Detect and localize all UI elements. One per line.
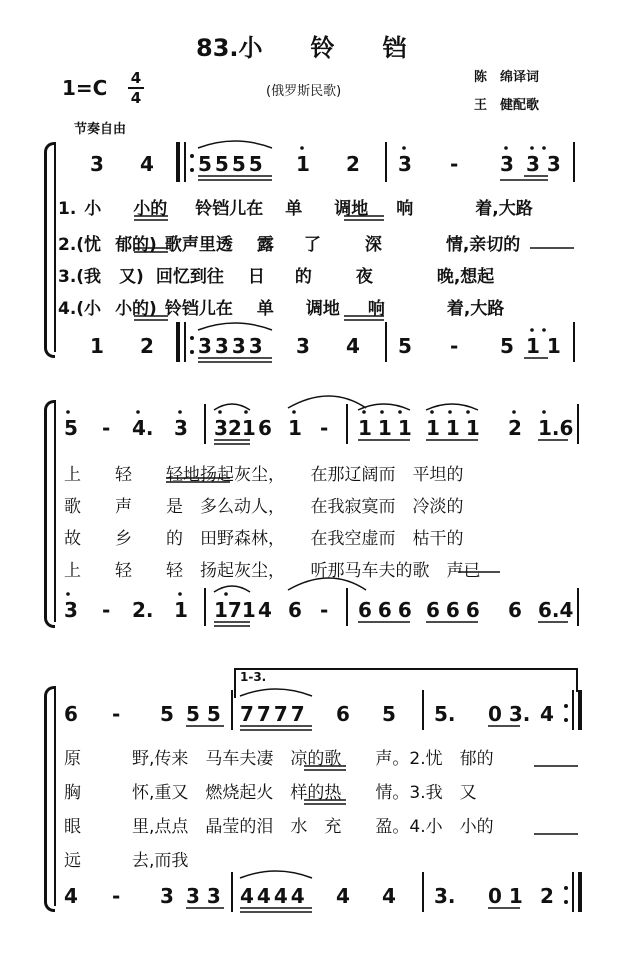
harmony-note: 1	[174, 598, 188, 622]
lyric-verse-1: 原 野,传来 马车夫凄 凉的歌 声。2.忧 郁的	[64, 749, 494, 769]
melody-note: 5.	[434, 702, 456, 726]
melody-dash: -	[102, 416, 111, 440]
melody-note: 3	[90, 152, 104, 176]
lyric-syllable: 日	[247, 267, 265, 287]
melody-note: 4.	[132, 416, 154, 440]
melody-note: 1	[288, 416, 302, 440]
harmony-note-group: 1 1	[526, 334, 561, 358]
melody-note-group: 5 5	[186, 702, 221, 726]
melody-note: 2	[346, 152, 360, 176]
melody-note: 5	[160, 702, 174, 726]
melody-note-group: 111	[358, 416, 418, 440]
melody-note: 3	[174, 416, 188, 440]
harmony-note: 6	[288, 598, 302, 622]
song-origin: (俄罗斯民歌)	[266, 84, 342, 99]
lyric-syllable: 歌声里透	[164, 235, 233, 255]
lyric-syllable: 单	[285, 199, 303, 219]
melody-note: 3	[500, 152, 514, 176]
harmony-note: 3	[160, 884, 174, 908]
lyric-verse-2: 胸 怀,重又 燃烧起火 样的热 情。3.我 又	[64, 783, 477, 803]
lyric-syllable: 的	[294, 267, 312, 287]
melody-dash: -	[112, 702, 121, 726]
lyric-verse-4: 上 轻 轻 扬起灰尘， 听那马车夫的歌 声已	[64, 561, 481, 581]
harmony-note-group: 666	[426, 598, 486, 622]
time-bottom: 4	[130, 89, 142, 107]
melody-note: 2	[508, 416, 522, 440]
time-top: 4	[130, 69, 142, 87]
lyric-syllable: 又)	[119, 267, 144, 287]
lyric-syllable: 着,大路	[446, 299, 505, 319]
lyric-verse-2: 歌 声 是 多么动人， 在我寂寞而 冷淡的	[64, 497, 464, 517]
harmony-note: 3	[296, 334, 310, 358]
harmony-note: 1	[90, 334, 104, 358]
harmony-note-group: 6.4	[538, 598, 574, 622]
lyric-syllable: 调地	[305, 299, 340, 319]
lyric-syllable: 铃铛儿在	[164, 299, 233, 319]
lyric-syllable: 调地	[334, 199, 369, 219]
lyric-syllable: 回忆到往	[155, 267, 224, 287]
harmony-note: 6	[508, 598, 522, 622]
lyric-verse-3: 故 乡 的 田野森林， 在我空虚而 枯干的	[64, 529, 464, 549]
lyric-syllable: 响	[396, 199, 414, 219]
melody-note-group: 321	[214, 416, 256, 440]
melody-note: 4	[140, 152, 154, 176]
lyric-syllable: 小的)	[115, 299, 157, 319]
harmony-note-group: 4444	[240, 884, 308, 908]
lyric-syllable: 深	[364, 235, 382, 255]
lyric-syllable: 3.(我	[58, 267, 102, 287]
harmony-note: 3	[64, 598, 78, 622]
harmony-note: 4	[64, 884, 78, 908]
lyricist: 陈 绵译词	[474, 70, 540, 85]
arranger: 王 健配歌	[474, 98, 540, 113]
harmony-note-group: 3333	[198, 334, 266, 358]
melody-note: 5	[64, 416, 78, 440]
lyric-syllable: 小的	[133, 199, 168, 219]
lyric-syllable: 响	[367, 299, 385, 319]
melody-note-group: 1.6	[538, 416, 574, 440]
harmony-dash: -	[102, 598, 111, 622]
lyric-syllable: 单	[256, 299, 274, 319]
lyric-syllable: 4.(小	[58, 299, 102, 319]
harmony-note: 2.	[132, 598, 154, 622]
song-title: 83.小 铃 铛	[196, 34, 407, 62]
melody-note-group: 111	[426, 416, 486, 440]
harmony-note: 5	[500, 334, 514, 358]
harmony-note: 4	[258, 598, 272, 622]
harmony-dash: -	[450, 334, 459, 358]
lyric-verse-1: 上 轻 轻地扬起灰尘， 在那辽阔而 平坦的	[64, 465, 464, 485]
harmony-note-group: 0 1	[488, 884, 523, 908]
melody-note-group: 3 3	[526, 152, 561, 176]
harmony-dash: -	[112, 884, 121, 908]
melody-note: 6	[336, 702, 350, 726]
melody-dash: -	[450, 152, 459, 176]
lyric-syllable: 夜	[355, 267, 373, 287]
melody-note: 5	[382, 702, 396, 726]
melody-note-group: 7777	[240, 702, 308, 726]
melody-note: 4	[540, 702, 554, 726]
lyric-syllable: 铃铛儿在	[195, 199, 264, 219]
harmony-note: 5	[398, 334, 412, 358]
harmony-note: 4	[382, 884, 396, 908]
lyric-syllable: 郁的)	[115, 235, 157, 255]
lyric-syllable: 露	[256, 235, 274, 255]
melody-note: 1	[296, 152, 310, 176]
volta-label: 1-3.	[240, 670, 267, 684]
melody-note: 3	[398, 152, 412, 176]
harmony-dash: -	[320, 598, 329, 622]
tempo-marking: 节奏自由	[74, 122, 127, 137]
melody-note: 6	[258, 416, 272, 440]
harmony-note: 2	[540, 884, 554, 908]
lyric-syllable: 了	[303, 235, 321, 255]
lyric-syllable: 着,大路	[475, 199, 533, 219]
key-signature: 1=C	[62, 76, 108, 100]
harmony-note-group: 3 3	[186, 884, 221, 908]
melody-note-group: 0 3.	[488, 702, 531, 726]
lyric-verse-4: 远 去,而我	[64, 851, 189, 871]
harmony-note-group: 666	[358, 598, 418, 622]
harmony-note: 3.	[434, 884, 456, 908]
harmony-note: 2	[140, 334, 154, 358]
harmony-note: 4	[346, 334, 360, 358]
lyric-syllable: 晚,想起	[436, 267, 495, 287]
lyric-syllable: 1.	[58, 199, 77, 219]
lyric-verse-3: 眼 里,点点 晶莹的泪 水 充 盈。4.小 小的	[64, 817, 494, 837]
lyric-syllable: 情,亲切的	[445, 235, 521, 255]
melody-note: 6	[64, 702, 78, 726]
melody-dash: -	[320, 416, 329, 440]
melody-note-group: 5555	[198, 152, 266, 176]
lyric-syllable: 小	[84, 199, 102, 219]
harmony-note-group: 171	[214, 598, 256, 622]
lyric-syllable: 2.(忧	[58, 235, 102, 255]
harmony-note: 4	[336, 884, 350, 908]
